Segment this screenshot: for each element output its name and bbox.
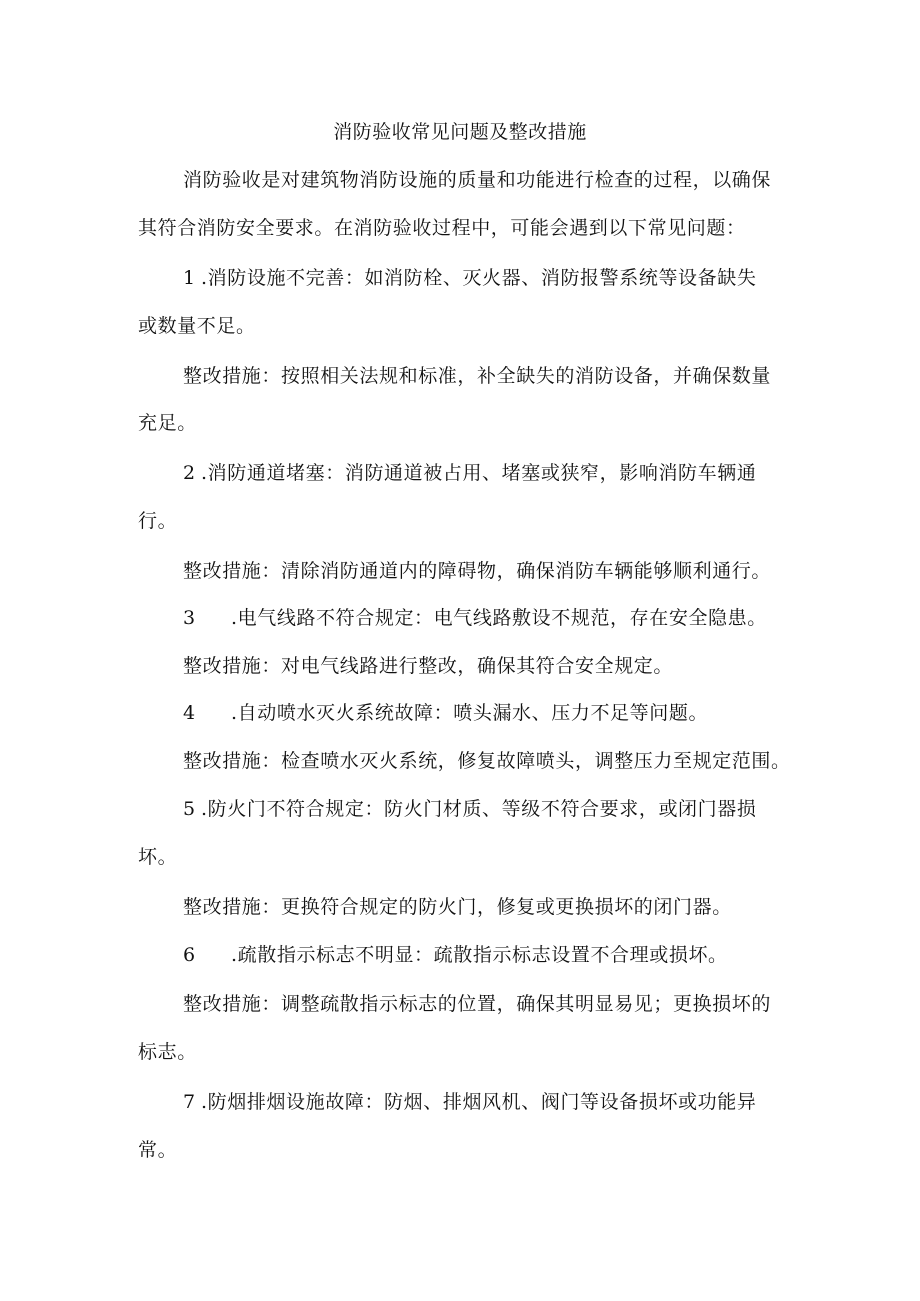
paragraph-line: 整改措施：调整疏散指示标志的位置，确保其明显易见；更换损坏的 [183,993,772,1015]
list-number: 4 [183,702,196,724]
list-item-text: .自动喷水灭火系统故障：喷头漏水、压力不足等问题。 [231,702,709,724]
list-item-line [183,1088,756,1116]
list-number: 2 [183,462,196,484]
paragraph-line: 消防验收是对建筑物消防设施的质量和功能进行检查的过程，以确保 [183,169,772,191]
list-item-line [183,795,756,823]
list-number: 6 [183,944,196,966]
paragraph-line: 常。 [138,1139,178,1161]
list-item-text: .消防设施不完善：如消防栓、灭火器、消防报警系统等设备缺失 [201,267,757,289]
list-item-text: .防火门不符合规定：防火门材质、等级不符合要求，或闭门器损 [201,798,757,820]
list-item-text: .防烟排烟设施故障：防烟、排烟风机、阀门等设备损坏或功能异 [201,1091,757,1113]
paragraph-line: 充足。 [138,412,197,434]
list-item-line [183,699,708,727]
paragraph-line: 行。 [138,510,178,532]
paragraph-line: 整改措施：检查喷水灭火系统，修复故障喷头，调整压力至规定范围。 [183,750,791,772]
paragraph-line: 整改措施：对电气线路进行整改，确保其符合安全规定。 [183,655,674,677]
list-item-line [183,604,767,632]
paragraph-line: 整改措施：按照相关法规和标准，补全缺失的消防设备，并确保数量 [183,365,772,387]
list-number: 7 [183,1091,196,1113]
paragraph-line: 标志。 [138,1041,197,1063]
paragraph-line: 或数量不足。 [138,315,256,337]
list-number: 1 [183,267,196,289]
document-title: 消防验收常见问题及整改措施 [333,121,587,143]
list-number: 5 [183,798,196,820]
paragraph-line: 整改措施：更换符合规定的防火门，修复或更换损坏的闭门器。 [183,896,732,918]
list-item-text: .消防通道堵塞：消防通道被占用、堵塞或狭窄，影响消防车辆通 [201,462,757,484]
paragraph-line: 整改措施：清除消防通道内的障碍物，确保消防车辆能够顺利通行。 [183,560,772,582]
list-item-text: .电气线路不符合规定：电气线路敷设不规范，存在安全隐患。 [231,607,767,629]
list-item-line [183,264,756,292]
list-item-line [183,459,756,487]
paragraph-line: 其符合消防安全要求。在消防验收过程中，可能会遇到以下常见问题： [138,217,746,239]
list-item-line [183,941,728,969]
list-number: 3 [183,607,196,629]
paragraph-line: 坏。 [138,846,178,868]
list-item-text: .疏散指示标志不明显：疏散指示标志设置不合理或损坏。 [231,944,728,966]
